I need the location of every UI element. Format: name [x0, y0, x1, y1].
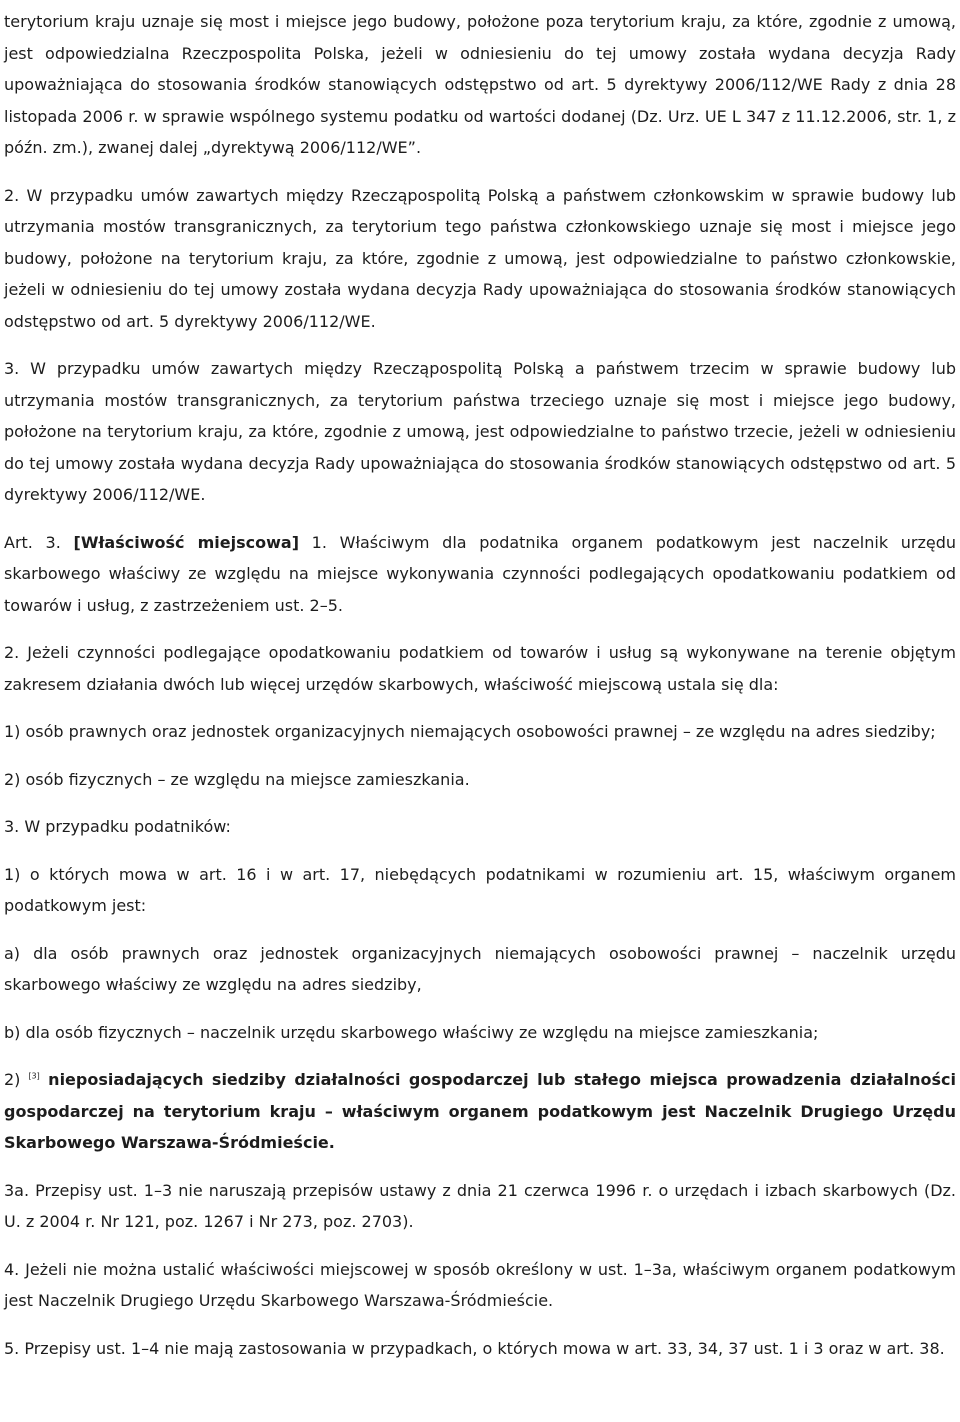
paragraph-no-seat: [4, 1064, 956, 1159]
paragraph-point-b: b) dla osób fizycznych – naczelnik urzędu skarbowego właściwy ze względu na miejsce zamieszkania;: [4, 1022, 819, 1042]
point-number: 2): [4, 1070, 29, 1089]
paragraph-4: 4. Jeżeli nie można ustalić właściwości miejscowej w sposób określony w ust. 1–3a, właściwym organem podatkowym jest Naczelnik Drugiego Urzędu Skarbowego Warszawa-Śródmieście.: [4, 1259, 956, 1310]
article-number: Art. 3.: [4, 532, 74, 552]
paragraph-legal-persons: 1) osób prawnych oraz jednostek organizacyjnych niemających osobowości prawnej – ze względu na adres siedziby;: [4, 722, 936, 741]
paragraph-territory-continuation: terytorium kraju uznaje się most i miejsce jego budowy, położone poza terytorium kraju, za które, zgodnie z umową, jest odpowiedzialna Rzeczpospolita Polska, jeżeli w odniesieniu do tej umowy została wydana decyzja Rady upoważniająca do stosowania środków stanowiących odstępstwo od art. 5 dyrektywy 2006/112/WE Rady z dnia 28 listopada 2006 r. w sprawie wspólnego systemu podatku od wartości dodanej (Dz. Urz. UE L 347 z 11.12.2006, str. 1, z późn. zm.), zwanej dalej „dyrektywą 2006/112/WE”.: [4, 12, 956, 157]
paragraph-third-country-bridges: 3. W przypadku umów zawartych między Rzecząpospolitą Polską a państwem trzecim w sprawie budowy lub utrzymania mostów transgranicznych, za terytorium państwa trzeciego uznaje się most i miejsce jego budowy, położone na terytorium kraju, za które, zgodnie z umową, jest odpowiedzialne to państwo trzecie, jeżeli w odniesieniu do tej umowy została wydana decyzja Rady upoważniająca do stosowania środków stanowiących odstępstwo od art. 5 dyrektywy 2006/112/WE.: [4, 359, 956, 504]
paragraph-art-3-3: 3. W przypadku podatników:: [4, 817, 231, 836]
footnote-reference[interactable]: [3]: [28, 1071, 40, 1081]
bold-provision: nieposiadających siedziby działalności gospodarczej lub stałego miejsca prowadzenia działalności gospodarczej na terytorium kraju – właściwym organem podatkowym jest Naczelnik Drugiego Urzędu Skarbowego Warszawa-Śródmieście.: [4, 1070, 957, 1152]
paragraph-3a: 3a. Przepisy ust. 1–3 nie naruszają przepisów ustawy z dnia 21 czerwca 1996 r. o urzędach i izbach skarbowych (Dz. U. z 2004 r. Nr 121, poz. 1267 i Nr 273, poz. 2703).: [4, 1180, 956, 1231]
paragraph-member-state-bridges: 2. W przypadku umów zawartych między Rzecząpospolitą Polską a państwem członkowskim w sprawie budowy lub utrzymania mostów transgranicznych, za terytorium tego państwa członkowskiego uznaje się most i miejsce jego budowy, położone na terytorium kraju, za które, zgodnie z umową, jest odpowiedzialne to państwo członkowskie, jeżeli w odniesieniu do tej umowy została wydana decyzja Rady upoważniająca do stosowania środków stanowiących odstępstwo od art. 5 dyrektywy 2006/112/WE.: [4, 185, 956, 331]
paragraph-natural-persons: 2) osób fizycznych – ze względu na miejsce zamieszkania.: [4, 769, 470, 789]
paragraph-point-a: a) dla osób prawnych oraz jednostek organizacyjnych niemających osobowości prawnej – naczelnik urzędu skarbowego właściwy ze względu na adres siedziby,: [4, 943, 956, 994]
paragraph-art-3-1: [4, 527, 956, 622]
article-text: 1. Właściwym dla podatnika organem podatkowym jest naczelnik urzędu skarbowego właściwy ze względu na miejsce wykonywania czynności podlegających opodatkowaniu podatkiem od towarów i usług, z zastrzeżeniem ust. 2–5.: [4, 532, 957, 615]
paragraph-art-16-17: 1) o których mowa w art. 16 i w art. 17, niebędących podatnikami w rozumieniu art. 15, właściwym organem podatkowym jest:: [4, 864, 956, 915]
paragraph-art-3-2: 2. Jeżeli czynności podlegające opodatkowaniu podatkiem od towarów i usług są wykonywane na terenie objętym zakresem działania dwóch lub więcej urzędów skarbowych, właściwość miejscową ustala się dla:: [4, 643, 956, 694]
paragraph-5: 5. Przepisy ust. 1–4 nie mają zastosowania w przypadkach, o których mowa w art. 33, 34, 37 ust. 1 i 3 oraz w art. 38.: [4, 1338, 945, 1358]
article-heading: [Właściwość miejscowa]: [73, 532, 300, 552]
